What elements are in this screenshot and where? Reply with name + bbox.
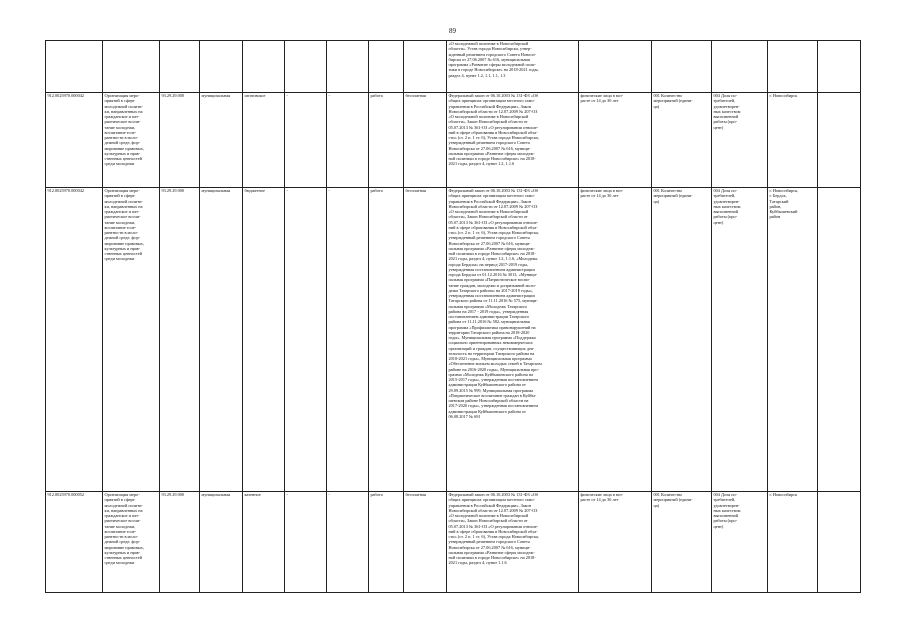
org-type: муниципальная	[200, 188, 243, 492]
location: г. Новосибирск, г. Бердск, Татарский район, Куйбышевский район	[768, 188, 818, 492]
registry-table	[45, 40, 861, 593]
legal-basis-cell: Федеральный закон от 06.10.2003 № 131-ФЗ «Об общих принципах организации местного само- управления в Российской Федерации», Закон Новосибирской области от 12.07.2009 № 207-ОЗ «О молодежной политике в Новосибирской области», Закон Новосибирской области от 05.07.2013 № 361-ОЗ «О регулировании отноше- ний в сфере образования в Новосибирской обла- сти» (ст. 2 п. 1 ст. 6), Устав города Новосибирска, утвержденный решением городского Совета Новосибирска от 27.06.2007 № 616, муници- пальная программа «Развитие сферы молодеж- ной политики в городе Новосибирске» на 2018- 2021 годы, раздел 4, пункт 1.2, 1.1.6	[447, 93, 579, 188]
registry-code: 912.0025970.000042	[46, 188, 103, 492]
quality-indicator: 004 Доля по- требителей, удовлетворен- ных качеством выполненной работы (про- цент)	[712, 188, 768, 492]
payment-type: бесплатная	[404, 93, 447, 188]
org-type: муниципальная	[200, 492, 243, 593]
service-kind: работа	[369, 188, 404, 492]
registry-code: 912.0025970.000052	[46, 492, 103, 593]
page-number: 89	[449, 27, 456, 35]
consumers: физические лица в воз- расте от 14 до 30 лет	[579, 93, 652, 188]
org-type: муниципальная	[200, 93, 243, 188]
location: г. Новосибирск	[768, 492, 818, 593]
legal-basis-cell: Федеральный закон от 06.10.2003 № 131-ФЗ «Об общих принципах организации местного само- управления в Российской Федерации», Закон Новосибирской области от 12.07.2009 № 207-ОЗ «О молодежной политике в Новосибирской области», Закон Новосибирской области от 05.07.2013 № 361-ОЗ «О регулировании отноше- ний в сфере образования в Новосибирской обла- сти» (ст. 2 п. 1 ст. 6), Устав города Новосибирска, утвержденный решением городского Совета Новосибирска от 27.06.2007 № 616, муници- пальная программа «Развитие сферы молодеж- ной политики в городе Новосибирске» на 2018- 2021 годы, раздел 4, пункт 1.2, 1.1.6, «Молодежь города Бердска» на период 2017-2019 годы, утвержденная постановлением администрации города Бердска от 01.12.2016 № 3013, «Муници- пальная программа «Патриотическое воспи- тание граждан, молодежи и допризывной моло- дежи Татарского района» на 2017-2019 годы», утвержденная постановлением администрации Татарского района от 11.11.2016 № 575, муници- пальная программа «Молодежь Татарского района на 2017 - 2019 годы», утвержденная постановлением администрации Татарского района от 11.11.2016 № 582, муниципальная программа «Профилактика правонарушений на территории Татарского района на 2018-2020 годы», Муниципальная программа «Поддержка социально ориентированных некоммерческих организаций и граждан, осуществляющих дея- тельность на территории Татарского района на 2018-2021 годы», Муниципальная программа «Обеспечение жильем молодых семей в Татарском районе на 2016-2020 годы», Муниципальная про- грамма «Молодежь Куйбышевского района на 2015-2017 годы», утвержденная постановлением администрации Куйбышевского района от 29.09.2015 № 999, Муниципальная программа «Патриотическое воспитание граждан в Куйбы- шевском районе Новосибирской области на 2017-2020 годы», утвержденная постановлением администрации Куйбышевского района от 06.08.2017 № 691	[447, 188, 579, 492]
dash-cell: -	[285, 188, 327, 492]
financing-type: штатовское	[243, 93, 285, 188]
table-row	[46, 492, 861, 593]
quality-indicator: 004 Доля по- требителей, удовлетворен- ных качеством выполненной работы (про- цент)	[712, 93, 768, 188]
table-row	[46, 188, 861, 492]
work-name: Организация меро- приятий в сфере молодежной полити- ки, направленных на гражданское и пат- риотическое воспи- тание молодежи, воспитание толе- рантности в моло- дежной среде, фор- мирование правовых, культурных и нрав- ственных ценностей среди молодежи	[103, 188, 160, 492]
dash-cell: -	[285, 492, 327, 593]
okved-code: 93.29.29.000	[160, 93, 200, 188]
service-kind: работа	[369, 93, 404, 188]
work-name: Организация меро- приятий в сфере молодежной полити- ки, направленных на гражданское и пат- риотическое воспи- тание молодежи, воспитание толе- рантности в моло- дежной среде, фор- мирование правовых, культурных и нрав- ственных ценностей среди молодежи	[103, 492, 160, 593]
consumers: физические лица в воз- расте от 14 до 30 лет	[579, 188, 652, 492]
legal-basis-cell: Федеральный закон от 06.10.2003 № 131-ФЗ «Об общих принципах организации местного само- управления в Российской Федерации», Закон Новосибирской области от 12.07.2009 № 207-ОЗ «О молодежной политике в Новосибирской области», Закон Новосибирской области от 05.07.2013 № 361-ОЗ «О регулировании отноше- ний в сфере образования в Новосибирской обла- сти» (ст. 2 п. 1 ст. 6), Устав города Новосибирска, утвержденный решением городского Совета Новосибирска от 27.06.2007 № 616, муници- пальная программа «Развитие сферы молодеж- ной политики в городе Новосибирске» на 2018- 2021 годы, раздел 4, пункт 1.1.6	[447, 492, 579, 593]
payment-type: бесплатная	[404, 188, 447, 492]
financing-type: бюджетное	[243, 188, 285, 492]
okved-code: 93.29.29.000	[160, 188, 200, 492]
volume-indicator: 001 Количество мероприятий (едини- ца)	[652, 492, 712, 593]
dash-cell: -	[285, 93, 327, 188]
dash-cell: -	[327, 93, 369, 188]
okved-code: 93.29.29.000	[160, 492, 200, 593]
financing-type: казенное	[243, 492, 285, 593]
service-kind: работа	[369, 492, 404, 593]
quality-indicator: 004 Доля по- требителей, удовлетворен- ных качеством выполненной работы (про- цент)	[712, 492, 768, 593]
consumers: физические лица в воз- расте от 14 до 30 лет	[579, 492, 652, 593]
location: г. Новосибирск	[768, 93, 818, 188]
table-row	[46, 93, 861, 188]
payment-type: бесплатная	[404, 492, 447, 593]
legal-basis-cell: «О молодежной политике в Новосибирской области». Устав города Новосибирска, утвер- жденный решением городского Совета Новоси- бирска от 27.06.2007 № 616, муниципальная программа «Развитие сферы молодежной поли- тики в городе Новосибирске» на 2018-2021 годы, раздел 4, пункт 1.2, 1.1, 1.1, 1.3	[447, 41, 579, 93]
volume-indicator: 001 Количество мероприятий (едини- ца)	[652, 93, 712, 188]
volume-indicator: 001 Количество мероприятий (едини- ца)	[652, 188, 712, 492]
registry-code: 912.0025970.000042	[46, 93, 103, 188]
dash-cell: -	[327, 492, 369, 593]
table-row	[46, 41, 861, 93]
dash-cell: -	[327, 188, 369, 492]
work-name: Организация меро- приятий в сфере молодежной полити- ки, направленных на гражданское и пат- риотическое воспи- тание молодежи, воспитание толе- рантности в моло- дежной среде, фор- мирование правовых, культурных и нрав- ственных ценностей среди молодежи	[103, 93, 160, 188]
